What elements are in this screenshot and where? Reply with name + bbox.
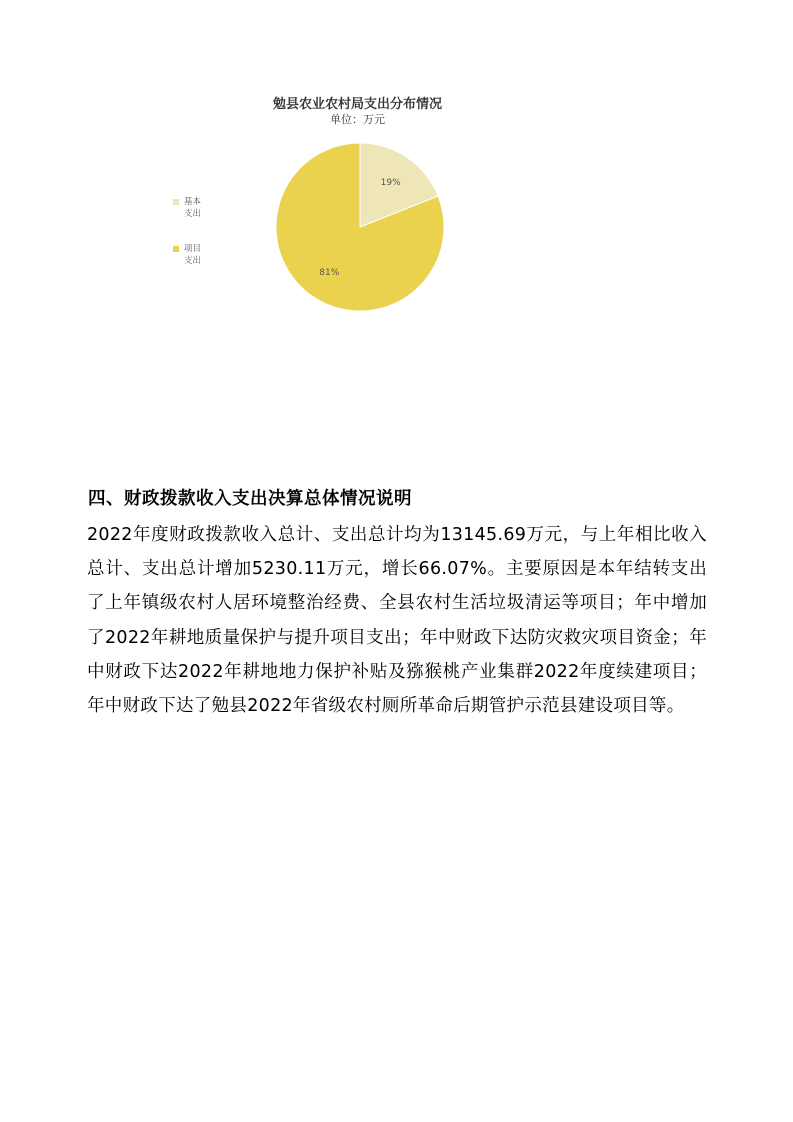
chart-title: 勉县农业农村局支出分布情况 — [272, 97, 442, 112]
legend-swatch-project — [173, 246, 179, 252]
chart-legend — [173, 196, 204, 290]
pie-chart-svg — [0, 0, 793, 330]
legend-label-project: 项目支出 — [184, 244, 202, 266]
chart-subtitle: 单位：万元 — [330, 113, 385, 126]
legend-swatch-basic — [173, 199, 179, 205]
legend-item-basic — [173, 196, 204, 220]
pie-chart — [0, 0, 793, 330]
legend-label-basic: 基本支出 — [184, 197, 202, 219]
pie-label-basic: 19% — [380, 177, 401, 188]
section-heading: 四、财政拨款收入支出决算总体情况说明 — [88, 489, 412, 509]
pie-label-project: 81% — [319, 268, 340, 279]
legend-item-project — [173, 243, 204, 267]
section-paragraph: 2022年度财政拨款收入总计、支出总计均为13145.69万元，与上年相比收入总计、支出总计增加5230.11万元，增长66.07%。主要原因是本年结转支出了上年镇级农村人居环境整治经费、全县农村生活垃圾清运等项目；年中增加了2022年耕地质量保护与提升项目支出；年中财政下达防灾救灾项目资金；年中财政下达2022年耕地地力保护补贴及猕猴桃产业集群2022年度续建项目；年中财政下达了勉县2022年省级农村厕所革命后期管护示范县建设项目等。 — [87, 525, 707, 717]
